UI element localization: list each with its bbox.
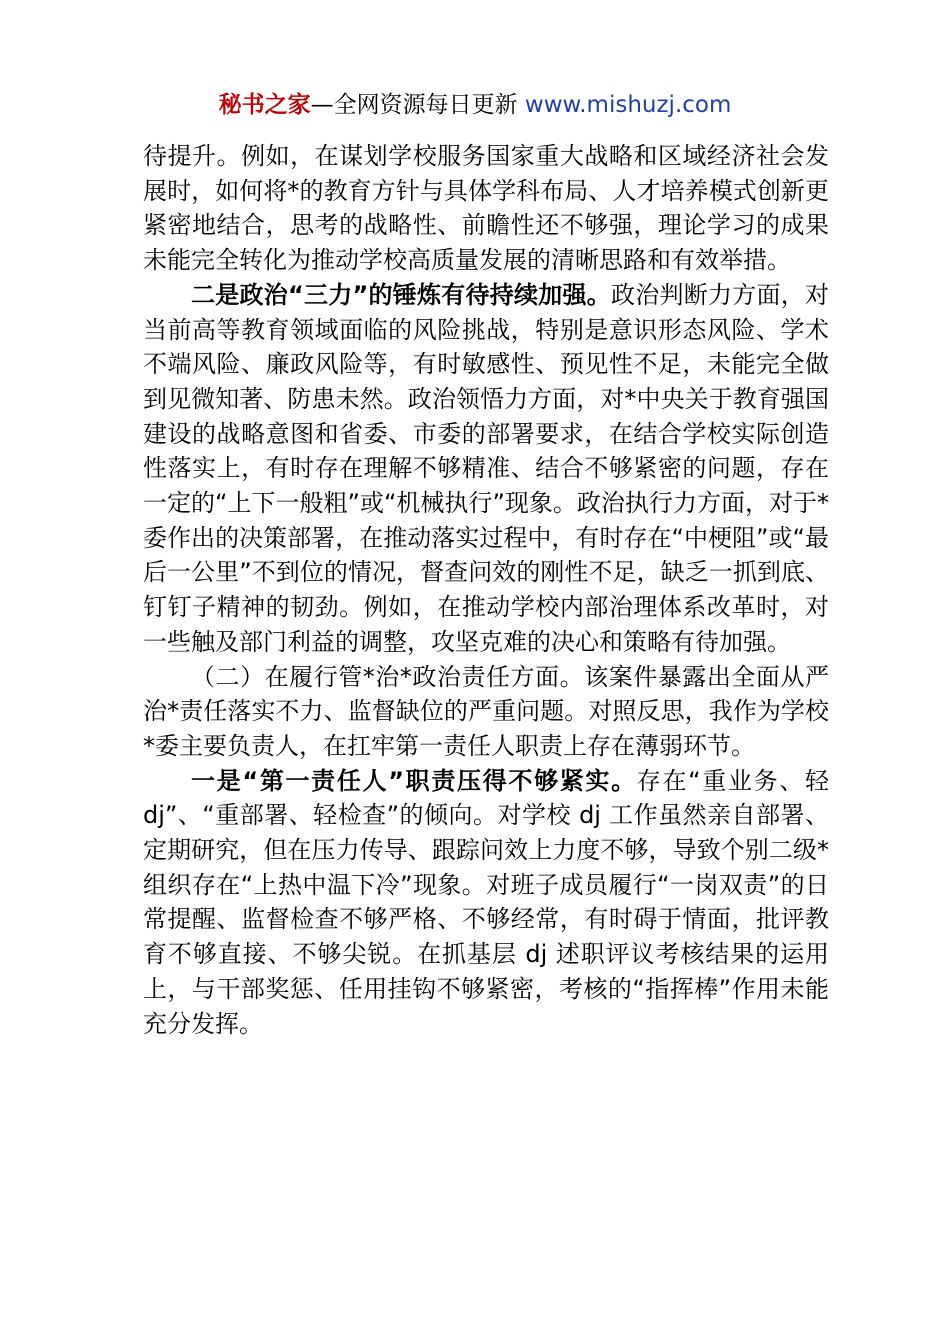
site-header — [0, 88, 950, 122]
brand-name: 秘书之家 — [218, 92, 311, 118]
paragraph-first-responsibility — [143, 764, 829, 1042]
paragraph-political-capacity — [143, 278, 829, 660]
site-slogan: —全网资源每日更新 — [310, 92, 525, 118]
paragraph-continued: 待提升。例如，在谋划学校服务国家重大战略和区域经济社会发展时，如何将*的教育方针与具体学科布局、人才培养模式创新更紧密地结合，思考的战略性、前瞻性还不够强，理论学习的成果未能完全转化为推动学校高质量发展的清晰思路和有效举措。 — [143, 142, 829, 275]
section-heading-two: （二）在履行管*治*政治责任方面。该案件暴露出全面从严治*责任落实不力、监督缺位的严重问题。对照反思，我作为学校*委主要负责人，在扛牢第一责任人职责上存在薄弱环节。 — [143, 662, 829, 760]
paragraph-heading: 二是政治“三力”的锤炼有待持续加强。 — [191, 280, 612, 309]
paragraph-heading: 一是“第一责任人”职责压得不够紧实。 — [191, 766, 637, 795]
document-body — [143, 139, 829, 1041]
paragraph-text: 政治判断力方面，对当前高等教育领域面临的风险挑战，特别是意识形态风险、学术不端风险、廉政风险等，有时敏感性、预见性不足，未能完全做到见微知著、防患未然。政治领悟力方面，对*中央关于教育强国建设的战略意图和省委、市委的部署要求，在结合学校实际创造性落实上，有时存在理解不够精准、结合不够紧密的问题，存在一定的“上下一般粗”或“机械执行”现象。政治执行力方面，对于*委作出的决策部署，在推动落实过程中，有时存在“中梗阻”或“最后一公里”不到位的情况，督查问效的刚性不足，缺乏一抓到底、钉钉子精神的韧劲。例如，在推动学校内部治理体系改革时，对一些触及部门利益的调整，攻坚克难的决心和策略有待加强。 — [143, 280, 830, 656]
paragraph-text: 存在“重业务、轻 dj”、“重部署、轻检查”的倾向。对学校 dj 工作虽然亲自部署、定期研究，但在压力传导、跟踪问效上力度不够，导致个别二级*组织存在“上热中温下冷”现象。对班子成员履行“一岗双责”的日常提醒、监督检查不够严格、不够经常，有时碍于情面，批评教育不够直接、不够尖锐。在抓基层 dj 述职评议考核结果的运用上，与干部奖惩、任用挂钩不够紧密，考核的“指挥棒”作用未能充分发挥。 — [143, 766, 829, 1038]
site-url[interactable]: www.mishuzj.com — [524, 92, 732, 118]
